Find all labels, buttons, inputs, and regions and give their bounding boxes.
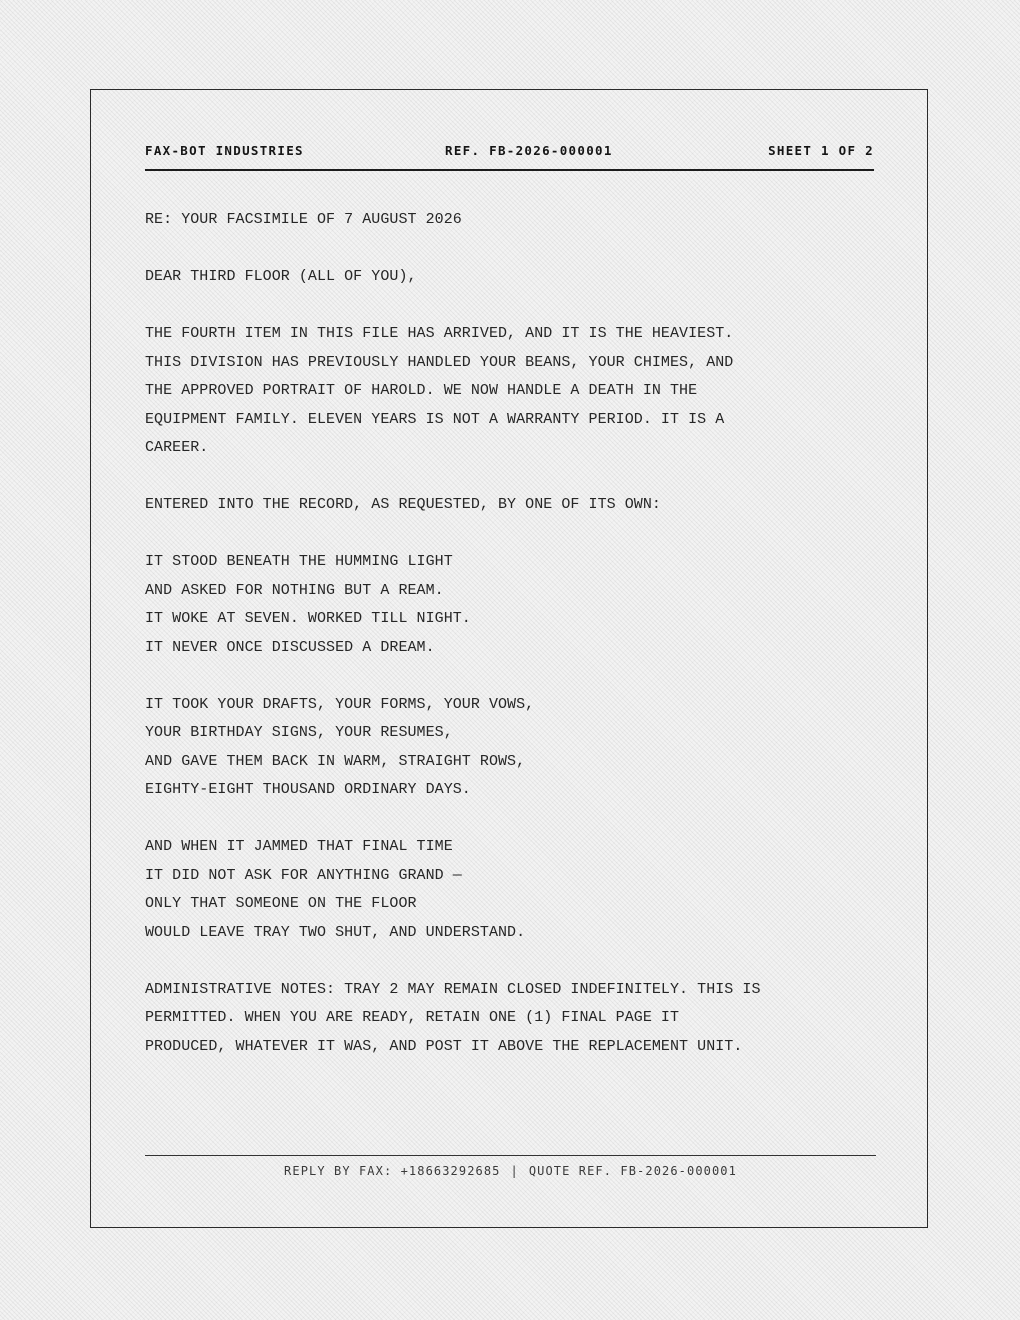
poem-stanza-3 [145,833,845,947]
paragraph-line: EQUIPMENT FAMILY. ELEVEN YEARS IS NOT A WARRANTY PERIOD. IT IS A [145,410,725,428]
record-line: ENTERED INTO THE RECORD, AS REQUESTED, BY ONE OF ITS OWN: [145,496,661,513]
paragraph-line: THE APPROVED PORTRAIT OF HAROLD. WE NOW HANDLE A DEATH IN THE [145,382,698,399]
poem-line: AND GAVE THEM BACK IN WARM, STRAIGHT ROWS, [145,752,526,770]
poem-line: IT NEVER ONCE DISCUSSED A DREAM. [145,638,435,656]
poem-line: AND ASKED FOR NOTHING BUT A REAM. [145,581,444,599]
spacer [145,947,845,976]
reply-fax-number: REPLY BY FAX: +18663292685 [284,1164,501,1178]
poem-line: IT WOKE AT SEVEN. WORKED TILL NIGHT. [145,610,471,627]
poem-line: IT TOOK YOUR DRAFTS, YOUR FORMS, YOUR VOWS, [145,695,535,713]
company-name: FAX-BOT INDUSTRIES [145,143,304,158]
poem-line: YOUR BIRTHDAY SIGNS, YOUR RESUMES, [145,724,453,741]
poem-line: AND WHEN IT JAMMED THAT FINAL TIME [145,838,453,855]
poem-stanza-1 [145,548,845,662]
poem-line: WOULD LEAVE TRAY TWO SHUT, AND UNDERSTAND. [145,923,526,941]
spacer [145,662,845,691]
poem-line: IT DID NOT ASK FOR ANYTHING GRAND — [145,866,462,884]
spacer [145,463,845,492]
sheet-counter: SHEET 1 OF 2 [768,143,874,158]
paragraph-line: PERMITTED. WHEN YOU ARE READY, RETAIN ONE (1) FINAL PAGE IT [145,1009,680,1026]
re-line: RE: YOUR FACSIMILE OF 7 AUGUST 2026 [145,211,462,228]
paragraph-line: THE FOURTH ITEM IN THIS FILE HAS ARRIVED, AND IT IS THE HEAVIEST. [145,325,734,342]
footer-separator: | [510,1164,519,1178]
paragraph-line: THIS DIVISION HAS PREVIOUSLY HANDLED YOUR BEANS, YOUR CHIMES, AND [145,353,734,371]
spacer [145,292,845,321]
paragraph-line: PRODUCED, WHATEVER IT WAS, AND POST IT ABOVE THE REPLACEMENT UNIT. [145,1037,743,1055]
footer-divider [145,1155,876,1156]
quote-reference: QUOTE REF. FB-2026-000001 [528,1164,737,1178]
reference-number: REF. FB-2026-000001 [445,143,613,158]
fax-footer [145,1164,876,1178]
spacer [145,520,845,549]
spacer [145,235,845,264]
poem-stanza-2 [145,691,845,805]
salutation: DEAR THIRD FLOOR (ALL OF YOU), [145,268,417,285]
poem-line: EIGHTY-EIGHT THOUSAND ORDINARY DAYS. [145,781,471,798]
fax-header [145,143,874,161]
paragraph-line: CAREER. [145,439,209,456]
poem-line: ONLY THAT SOMEONE ON THE FLOOR [145,895,417,912]
spacer [145,805,845,834]
header-divider [145,169,874,171]
paragraph-line: ADMINISTRATIVE NOTES: TRAY 2 MAY REMAIN CLOSED INDEFINITELY. THIS IS [145,980,761,998]
intro-paragraph [145,320,845,463]
letter-body [145,206,845,1061]
administrative-notes [145,976,845,1062]
poem-line: IT STOOD BENEATH THE HUMMING LIGHT [145,553,453,570]
